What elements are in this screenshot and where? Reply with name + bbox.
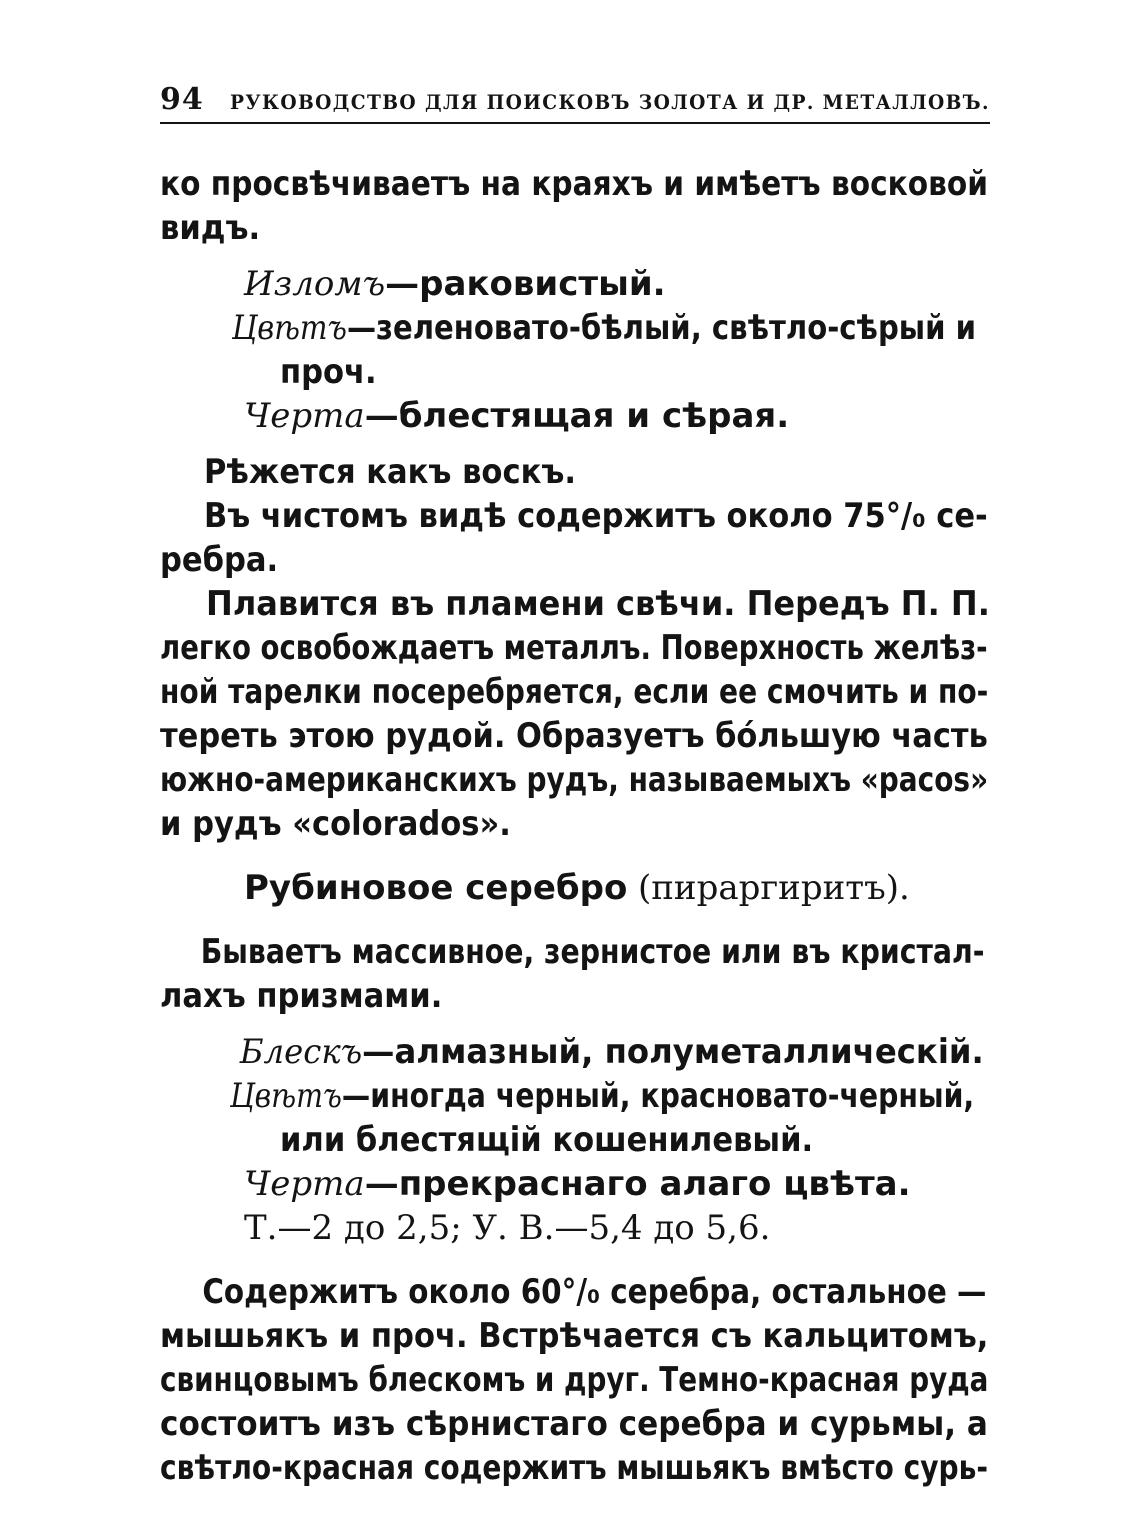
property-streak [160,394,1072,438]
property-value: —прекраснаго алаго цвѣта. [364,1164,911,1204]
paragraph-line: южно-американскихъ рудъ, называемыхъ «pacos» [160,760,989,800]
property-color [160,1074,1058,1118]
paragraph-line: состоитъ изъ сѣрнистаго серебра и сурьмы, а [160,1404,988,1444]
property-label: Черта [244,396,365,436]
property-label: Изломъ [244,264,386,304]
property-value: —алмазный, полуметаллическій. [362,1032,984,1072]
property-label: Блескъ [239,1032,363,1072]
text-line: лахъ призмами. [160,976,443,1016]
paragraph-line: тереть этою рудой. Образуетъ бóльшую часть [160,716,988,756]
paragraph-line: Содержитъ около 60°/₀ серебра, остальное — [202,1272,987,1312]
paragraph-line: свѣтло-красная содержитъ мышьякъ вмѣсто сурь- [160,1448,989,1488]
text-line: Въ чистомъ видѣ содержитъ около 75°/₀ се- [203,496,988,536]
property-label: Черта [244,1164,365,1204]
text-line: Рѣжется какъ воскъ. [204,452,576,492]
property-label: Цвѣтъ [231,308,347,348]
property-label: Цвѣтъ [229,1076,342,1116]
page-body [160,162,988,1490]
property-value: —раковистый. [385,264,666,304]
property-continuation: или блестящій кошенилевый. [280,1120,814,1160]
property-streak [160,1162,1072,1206]
section-heading-title: Рубиновое серебро [244,868,628,908]
section-heading-subtitle: (пираргиритъ). [637,868,910,908]
paragraph-line: мышьякъ и проч. Встрѣчается съ кальцитомъ, [160,1316,989,1356]
section-heading [160,866,1072,910]
paragraph-line: свинцовымъ блескомъ и друг. Темно-красная руда [160,1360,989,1400]
paragraph-line: Плавится въ пламени свѣчи. Передъ П. П. [206,584,990,624]
property-value: —зеленовато-бѣлый, свѣтло-сѣрый и [346,308,977,348]
paragraph-line: ной тарелки посеребряется, если ее смочить и по- [160,672,989,712]
text-line: видъ. [160,208,261,248]
property-fracture [160,262,1072,306]
property-continuation: проч. [280,352,377,392]
paragraph-line: легко освобождаетъ металлъ. Поверхность желѣз- [160,628,988,668]
property-value: —иногда черный, красновато-черный, [341,1076,975,1116]
header-rule [160,122,990,124]
running-title: РУКОВОДСТВО ДЛЯ ПОИСКОВЪ ЗОЛОТА И ДР. МЕТАЛЛОВЪ. [230,90,990,114]
property-luster [160,1030,1068,1074]
page-header [160,78,990,118]
text-line: Бываетъ массивное, зернистое или въ кристал- [200,932,985,972]
text-line: ко просвѣчиваетъ на краяхъ и имѣетъ восковой [160,164,988,204]
page-number: 94 [160,82,204,117]
property-color [160,306,1060,350]
paragraph-line: и рудъ «colorados». [160,804,511,844]
text-line: ребра. [160,540,279,580]
hardness-line: Т.—2 до 2,5; У. В.—5,4 до 5,6. [244,1208,771,1248]
property-value: —блестящая и сѣрая. [364,396,790,436]
